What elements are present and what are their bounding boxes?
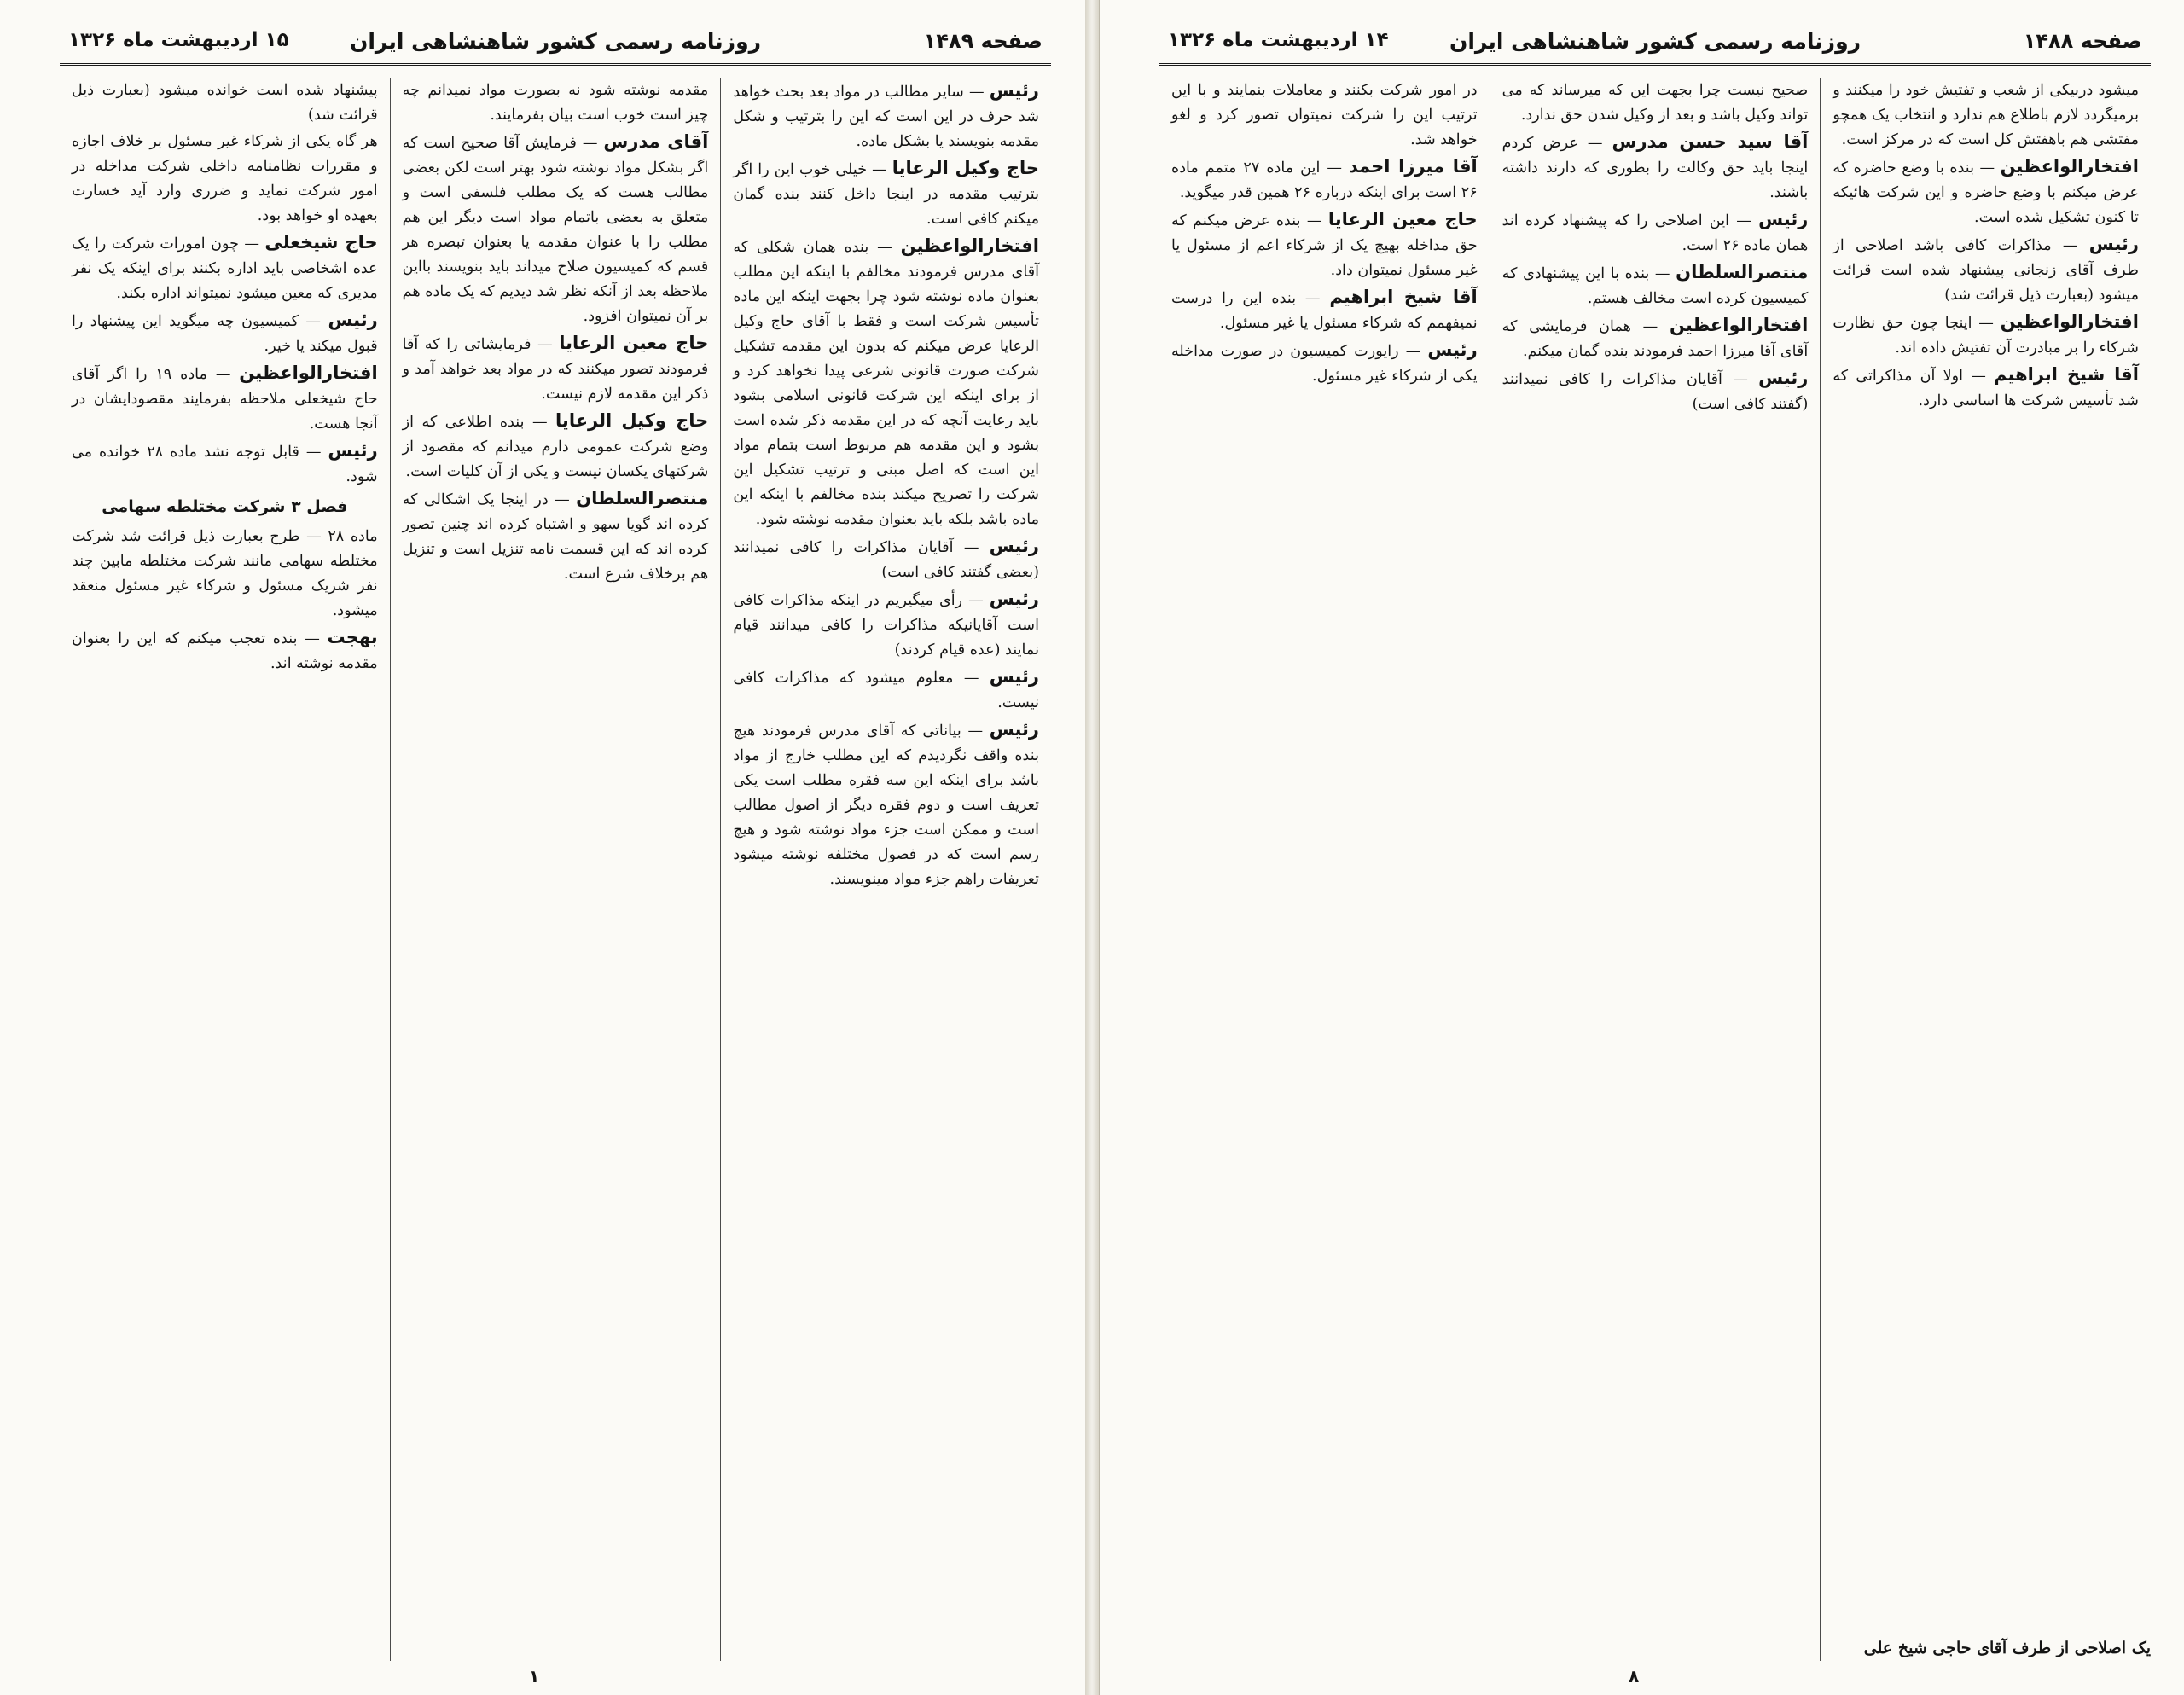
transcript-paragraph [1502, 313, 1809, 364]
speaker-name: رئیس [989, 80, 1039, 101]
left-columns [60, 78, 1051, 1661]
left-column-3 [60, 78, 390, 1661]
speech-text: — معلوم میشود که مذاکرات کافی نیست. [733, 670, 1039, 711]
speech-text: — اینجا چون حق نظارت شرکاء را بر مبادرت آن تفتیش داده اند. [1833, 315, 2139, 357]
speech-text: — ماده ۱۹ را اگر آقای حاج شیخعلی ملاحظه بفرمایند مقصودایشان در آنجا هست. [71, 366, 378, 432]
speech-text: در امور شرکت بکنند و معاملات بنمایند و با این ترتیب این را شرکت نمیتوان تصور کرد و لغو خواهد شد. [1170, 82, 1478, 148]
speaker-name: حاج وکیل الرعایا [555, 410, 709, 431]
speaker-name: رئیس [989, 666, 1040, 687]
right-page-label: صفحه ۱۴۸۸ [2023, 29, 2142, 53]
transcript-paragraph [72, 625, 378, 676]
left-page-label: صفحه ۱۴۸۹ [923, 29, 1043, 53]
speech-text: — آقایان مذاکرات را کافی نمیدانند (گفتند کافی است) [1502, 371, 1809, 413]
speaker-name: رئیس [1758, 209, 1809, 229]
right-columns [1159, 78, 2151, 1661]
speaker-name: رئیس [328, 440, 378, 461]
speech-text: — بنده با وضع حاضره که عرض میکنم با وضع حاضره و این شرکت هائیکه تا کنون تشکیل شده است. [1833, 160, 2139, 226]
transcript-paragraph [1833, 232, 2139, 308]
speech-text: — اولا آن مذاکراتی که شد تأسیس شرکت ها اساسی دارد. [1833, 368, 2139, 409]
transcript-paragraph [403, 130, 709, 329]
book-gutter [1085, 0, 1099, 1695]
transcript-paragraph [72, 525, 378, 624]
speaker-name: حاج معین الرعایا [559, 333, 709, 353]
transcript-paragraph [733, 78, 1039, 154]
speaker-name: رئیس [2088, 234, 2140, 254]
right-masthead [1159, 26, 2151, 66]
speech-text: — بنده این را درست نمیفهمم که شرکاء مسئول یا غیر مسئول. [1170, 290, 1478, 332]
transcript-paragraph [1171, 338, 1478, 389]
transcript-paragraph [72, 78, 378, 128]
speaker-name: آقا شیخ ابراهیم [1329, 287, 1478, 307]
transcript-paragraph [1502, 130, 1809, 206]
transcript-paragraph [1502, 260, 1809, 311]
speaker-name: رئیس [989, 719, 1040, 740]
speaker-name: بهجت [327, 627, 378, 647]
speech-text: صحیح نیست چرا بجهت این که میرساند که می تواند وکیل باشد و بعد از وکیل شدن حق ندارد. [1502, 82, 1809, 124]
speech-text: — عرض کردم اینجا باید حق وکالت را بطوری که دارند داشته باشند. [1502, 135, 1809, 201]
speech-text: — رایورت کمیسیون در صورت مداخله یکی از شرکاء غیر مسئول. [1170, 343, 1478, 385]
speech-text: — بیاناتی که آقای مدرس فرمودند هیچ بنده واقف نگردیدم که این مطلب خارج از مواد باشد برای اینکه این سه فقره مطلب است یکی تعریف است و دوم فقره دیگر از اصول مطالب است و ممکن است جزء مواد نوشته شود و هیچ رسم است که در فصول مختلفه نوشته میشود تعریفات راهم جزء مواد مینویسند. [733, 723, 1039, 888]
speaker-name: آقا شیخ ابراهیم [1994, 364, 2139, 385]
left-column-1 [720, 78, 1051, 1661]
speaker-name: افتخارالواعظین [2000, 156, 2139, 177]
transcript-paragraph [733, 234, 1039, 532]
speaker-name: آقا میرزا احمد [1348, 156, 1478, 177]
right-page [1099, 0, 2184, 1695]
speaker-name: رئیس [1427, 340, 1478, 360]
transcript-paragraph [1502, 366, 1809, 417]
speaker-name: رئیس [328, 310, 378, 330]
speaker-name: افتخارالواعظین [900, 235, 1040, 256]
left-newspaper-title: روزنامه رسمی کشور شاهنشاهی ایران [349, 29, 762, 54]
speech-text: — خیلی خوب این را اگر بترتیب مقدمه در اینجا داخل کنند بنده گمان میکنم کافی است. [733, 161, 1039, 228]
speaker-name: حاج شیخعلی [264, 232, 378, 253]
speech-text: — فرمایشاتی را که آقا فرمودند تصور میکنند که در مواد بعد خواهد آمد و ذکر این مقدمه لازم نیست. [402, 336, 709, 403]
speaker-name: منتصرالسلطان [576, 488, 709, 508]
speech-text: — سایر مطالب در مواد بعد بحث خواهد شد حرف در این است که این را بترتیب و شکل مقدمه بنویسند یا بشکل ماده. [733, 84, 1039, 150]
transcript-paragraph [1833, 78, 2139, 153]
speech-text: — بنده همان شکلی که آقای مدرس فرمودند مخالفم با اینکه این مطلب بعنوان ماده نوشته شود چرا بجهت اینکه این ماده تأسیس شرکت است و فقط با آقای حاج وکیل الرعایا عرض میکنم که بدون این مقدمه تشکیل شرکت صورت قانونی شرعی پیدا نخواهد کرد و از برای اینکه این شرکت قانونی اسلامی بشود باید رعایت آنچه که در این مقدمه ذکر شده است بشود و این مقدمه هم مربوط است بتمام مواد این است که اصل مبنی و ترتیب تشکیل این شرکت را تصریح میکند بنده مخالفم با اینکه این ماده باشد بلکه باید بعنوان مقدمه نوشته شود. [733, 239, 1039, 528]
speech-text: — بنده عرض میکنم که حق مداخله بهیچ یک از شرکاء اعم از مسئول یا غیر مسئول نمیتوان داد. [1170, 212, 1478, 279]
transcript-paragraph [403, 78, 709, 128]
speaker-name: منتصرالسلطان [1676, 262, 1809, 282]
transcript-paragraph [733, 665, 1039, 716]
transcript-paragraph [1171, 285, 1478, 336]
transcript-paragraph [1502, 207, 1809, 258]
transcript-paragraph [72, 438, 378, 490]
right-column-2 [1490, 78, 1821, 1661]
speaker-name: رئیس [989, 536, 1039, 556]
transcript-paragraph [1502, 78, 1809, 128]
speech-text: پیشنهاد شده است خوانده میشود (بعبارت ذیل قرائت شد) [71, 82, 378, 124]
speech-text: — مذاکرات کافی باشد اصلاحی از طرف آقای زنجانی پیشنهاد شده است قرائت میشود (بعبارت ذیل قرائت شد) [1833, 237, 2139, 304]
speech-text: ماده ۲۸ — طرح بعبارت ذیل قرائت شد شرکت مختلطه سهامی مانند شرکت مختلطه مابین چند نفر شریک مسئول و شرکاء غیر مسئول منعقد میشود. [71, 528, 378, 619]
right-column-3 [1159, 78, 1490, 1661]
speech-text: هر گاه یکی از شرکاء غیر مسئول بر خلاف اجازه و مقررات نظامنامه داخلی شرکت مداخله در امور شرکت نماید و ضرری وارد آید خسارت بعهده او خواهد بود. [71, 133, 378, 224]
transcript-paragraph [1833, 154, 2139, 230]
transcript-paragraph [403, 331, 709, 407]
speaker-name: رئیس [989, 589, 1040, 609]
speaker-name: افتخارالواعظین [239, 363, 378, 383]
left-column-2 [390, 78, 721, 1661]
speech-text: — در اینجا یک اشکالی که کرده اند گویا سهو و اشتباه کرده اند چنین تصور کرده اند که این قسمت نامه تنزیل است و تنزیل هم برخلاف شرع است. [402, 491, 709, 583]
left-issue-date: ۱۵ اردیبهشت ماه ۱۳۲۶ [68, 29, 289, 51]
left-footer-page-number: ۱ [529, 1666, 540, 1686]
speech-text: — این اصلاحی را که پیشنهاد کرده اند همان ماده ۲۶ است. [1502, 212, 1809, 254]
speech-text: میشود دربیکی از شعب و تفتیش خود را میکنند و برمیگردد لازم باطلاع هم ندارد و انتخاب یک همچو مفتشی هم باهفتش کل است که در مرکز است. [1833, 82, 2139, 148]
speech-text: — چون امورات شرکت را یک عده اشخاصی باید اداره بکنند برای اینکه یک نفر مدیری که معین میشود نمیتواند اداره بکند. [71, 235, 378, 302]
speech-text: — همان فرمایشی که آقای آقا میرزا احمد فرمودند بنده گمان میکنم. [1502, 318, 1809, 360]
transcript-paragraph [1171, 78, 1478, 153]
left-masthead [60, 26, 1051, 66]
right-newspaper-title: روزنامه رسمی کشور شاهنشاهی ایران [1449, 29, 1862, 54]
transcript-paragraph [733, 717, 1039, 892]
speech-text: — قابل توجه نشد ماده ۲۸ خوانده می شود. [71, 444, 378, 485]
speaker-name: آقا سید حسن مدرس [1612, 131, 1809, 152]
transcript-paragraph [403, 409, 709, 485]
transcript-paragraph [72, 361, 378, 437]
speech-text: — کمیسیون چه میگوید این پیشنهاد را قبول میکند یا خیر. [71, 313, 378, 355]
transcript-paragraph [1171, 207, 1478, 283]
transcript-paragraph [403, 486, 709, 587]
transcript-paragraph [1833, 310, 2139, 361]
transcript-paragraph [1171, 154, 1478, 206]
speaker-name: رئیس [1758, 368, 1809, 388]
transcript-paragraph [72, 130, 378, 229]
right-footer-page-number: ۸ [1629, 1666, 1640, 1686]
transcript-paragraph [733, 534, 1039, 585]
closing-note: یک اصلاحی از طرف آقای حاجی شیخ علی [1863, 1639, 2151, 1657]
section-heading: فصل ۳ شرکت مختلطه سهامی [102, 497, 348, 516]
speech-text: — این ماده ۲۷ متمم ماده ۲۶ است برای اینکه درباره ۲۶ همین قدر میگوید. [1170, 160, 1478, 201]
speech-text: — بنده با این پیشنهادی که کمیسیون کرده است مخالف هستم. [1502, 265, 1809, 307]
speech-text: — رأی میگیریم در اینکه مذاکرات کافی است آقایانیکه مذاکرات را کافی میدانند قیام نمایند (عده قیام کردند) [733, 592, 1039, 659]
speech-text: مقدمه نوشته شود نه بصورت مواد نمیدانم چه چیز است خوب است بیان بفرمایند. [402, 82, 709, 124]
transcript-paragraph [733, 156, 1039, 232]
speech-text: — بنده اطلاعی که از وضع شرکت عمومی دارم میدانم که مقصود از شرکتهای یکسان نیست و یکی از آن کلیات است. [402, 414, 709, 480]
speaker-name: افتخارالواعظین [1669, 315, 1809, 335]
speaker-name: حاج وکیل الرعایا [892, 158, 1040, 178]
transcript-paragraph [733, 587, 1039, 663]
speech-text: — فرمایش آقا صحیح است که اگر بشکل مواد نوشته شود بهتر است لکن بعضی مطالب هست که یک مطلب فلسفی است و متعلق به بعضی باتمام مواد است دیگر این هم مطلب را با عنوان مقدمه یا بعنوان تبصره هر قسم که کمیسیون صلاح میداند باید بنویسند بااین ملاحظه بعد از آنکه نظر شد دیدیم که یک ماده هم بر آن نمیتوان افزود. [402, 135, 709, 325]
right-column-1 [1820, 78, 2151, 1661]
speaker-name: افتخارالواعظین [2000, 311, 2139, 332]
left-page [0, 0, 1086, 1695]
transcript-paragraph [72, 308, 378, 359]
speaker-name: آقای مدرس [603, 131, 709, 152]
right-issue-date: ۱۴ اردیبهشت ماه ۱۳۲۶ [1168, 29, 1389, 51]
speech-text: — بنده تعجب میکنم که این را بعنوان مقدمه نوشته اند. [71, 630, 378, 672]
transcript-paragraph [72, 230, 378, 306]
speaker-name: حاج معین الرعایا [1327, 209, 1478, 229]
transcript-paragraph [1833, 363, 2139, 414]
speech-text: — آقایان مذاکرات را کافی نمیدانند (بعضی گفتند کافی است) [733, 539, 1039, 581]
